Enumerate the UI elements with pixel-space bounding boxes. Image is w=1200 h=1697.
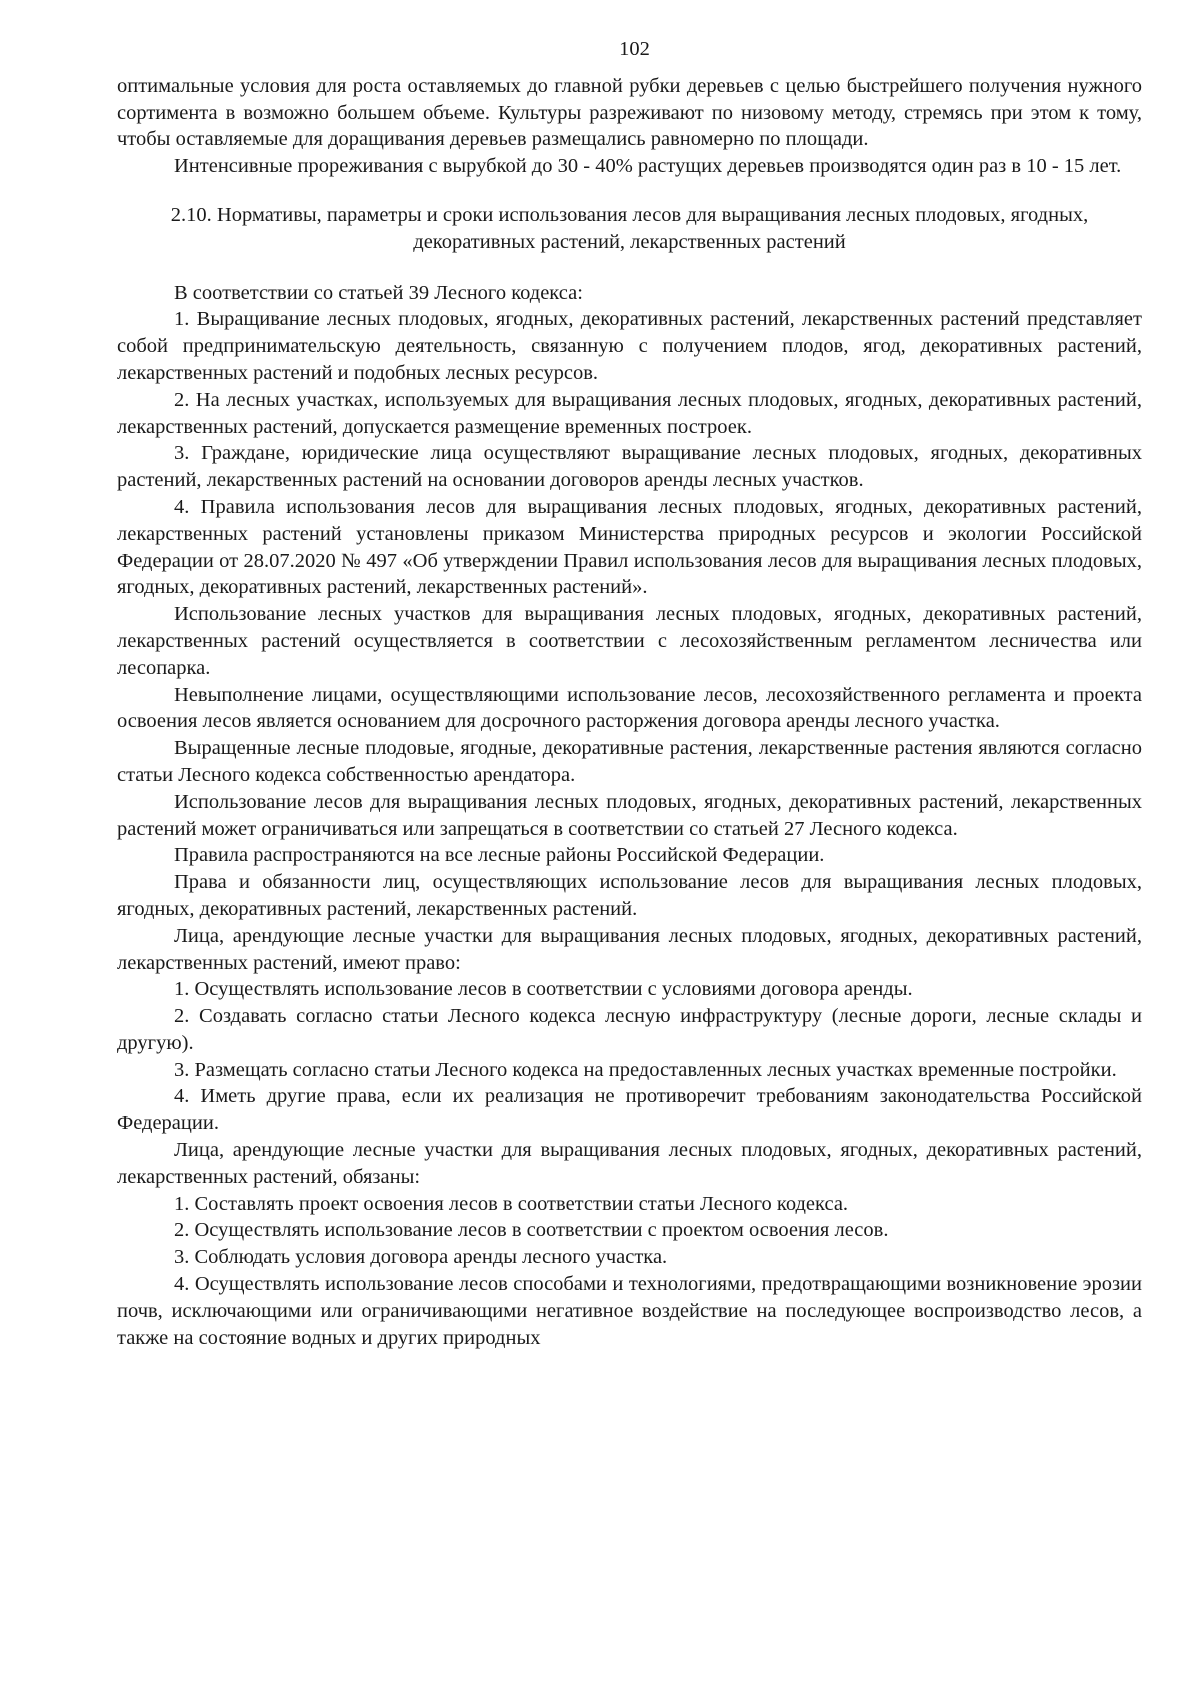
paragraph: 2. Осуществлять использование лесов в соответствии с проектом освоения лесов. [174,1219,889,1242]
paragraph: Невыполнение лицами, осуществляющими использование лесов, лесохозяйственного регламента и проекта освоения лесов является основанием для досрочного расторжения договора аренды лесного участка. [117,683,1142,733]
paragraph: 3. Граждане, юридические лица осуществляют выращивание лесных плодовых, ягодных, декоративных растений, лекарственных растений на основании договоров аренды лесных участков. [117,442,1142,492]
paragraph: 2. Создавать согласно статьи Лесного кодекса лесную инфраструктуру (лесные дороги, лесные склады и другую). [117,1005,1142,1054]
paragraph: 3. Соблюдать условия договора аренды лесного участка. [174,1246,668,1269]
section-heading: 2.10. Нормативы, параметры и сроки использования лесов для выращивания лесных плодовых, ягодных, декоративных растений, лекарственных растений [170,203,1089,253]
paragraph: Права и обязанности лиц, осуществляющих использование лесов для выращивания лесных плодовых, ягодных, декоративных растений, лекарственных растений. [117,871,1142,920]
paragraph: 2. На лесных участках, используемых для выращивания лесных плодовых, ягодных, декоративных растений, лекарственных растений, допускается размещение временных построек. [117,388,1142,438]
paragraph: Лица, арендующие лесные участки для выращивания лесных плодовых, ягодных, декоративных растений, лекарственных растений, обязаны: [117,1139,1142,1188]
paragraph: 3. Размещать согласно статьи Лесного кодекса на предоставленных лесных участках временные постройки. [174,1058,1117,1081]
paragraph: 4. Иметь другие права, если их реализация не противоречит требованиям законодательства Российской Федерации. [117,1085,1142,1135]
paragraph: Использование лесов для выращивания лесных плодовых, ягодных, декоративных растений, лекарственных растений может ограничиваться или запрещаться в соответствии со статьей 27 Лесного кодекса. [117,790,1142,840]
section-body [117,280,1142,1352]
paragraph: 4. Правила использования лесов для выращивания лесных плодовых, ягодных, декоративных растений, лекарственных растений установлены приказом Министерства природных ресурсов и экологии Российской Федерации от 28.07.2020 № 497 «Об утверждении Правил использования лесов для выращивания лесных плодовых, ягодных, декоративных растений, лекарственных растений». [117,495,1142,599]
paragraph-top-2: Интенсивные прореживания с вырубкой до 30 - 40% растущих деревьев производятся один раз в 10 - 15 лет. [174,155,1122,178]
paragraph-top-1: оптимальные условия для роста оставляемых до главной рубки деревьев с целью быстрейшего получения нужного сортимента в возможно большем объеме. Культуры разреживают по низовому методу, стремясь при этом к тому, чтобы оставляемые для доращивания деревьев размещались равномерно по площади. [117,74,1142,151]
paragraph: Выращенные лесные плодовые, ягодные, декоративные растения, лекарственные растения являются согласно статьи Лесного кодекса собственностью арендатора. [117,737,1142,786]
page-number: 102 [619,38,650,60]
paragraph: 1. Составлять проект освоения лесов в соответствии статьи Лесного кодекса. [174,1192,849,1215]
paragraph: Использование лесных участков для выращивания лесных плодовых, ягодных, декоративных растений, лекарственных растений осуществляется в соответствии с лесохозяйственным регламентом лесничества или лесопарка. [117,603,1142,679]
paragraph: 4. Осуществлять использование лесов способами и технологиями, предотвращающими возникновение эрозии почв, исключающими или ограничивающими негативное воздействие на последующее воспроизводство лесов, а также на состояние водных и других природных [117,1273,1142,1349]
paragraph: Правила распространяются на все лесные районы Российской Федерации. [174,844,825,867]
paragraph: 1. Осуществлять использование лесов в соответствии с условиями договора аренды. [174,978,913,1001]
paragraph: 1. Выращивание лесных плодовых, ягодных, декоративных растений, лекарственных растений представляет собой предпринимательскую деятельность, связанную с получением плодов, ягод, декоративных растений, лекарственных растений и подобных лесных ресурсов. [117,308,1142,384]
paragraph: В соответствии со статьей 39 Лесного кодекса: [174,281,583,304]
paragraph: Лица, арендующие лесные участки для выращивания лесных плодовых, ягодных, декоративных растений, лекарственных растений, имеют право: [117,924,1142,974]
